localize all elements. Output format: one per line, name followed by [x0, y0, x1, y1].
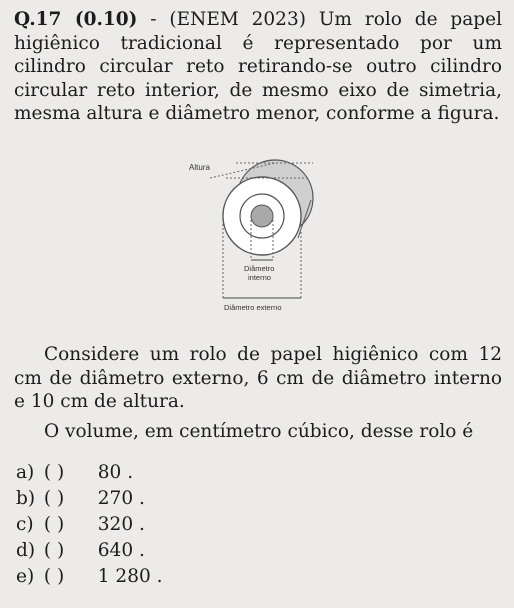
label-diametro-interno-1: Diâmetro: [244, 264, 275, 273]
question-header: [14, 8, 502, 126]
option-letter: b): [16, 488, 36, 509]
question-source: - (ENEM 2023): [150, 9, 306, 30]
option-value: 270 .: [97, 488, 145, 509]
context-paragraph: Considere um rolo de papel higiênico com 12 cm de diâmetro externo, 6 cm de diâmetro interno e 10 cm de altura.: [14, 344, 502, 412]
option-d[interactable]: [16, 538, 163, 564]
option-checkbox[interactable]: ( ): [43, 514, 65, 535]
option-e[interactable]: [16, 564, 163, 590]
label-altura: Altura: [189, 163, 210, 172]
option-c[interactable]: [16, 512, 163, 538]
option-value: 320 .: [97, 514, 145, 535]
option-checkbox[interactable]: ( ): [43, 540, 65, 561]
question-statement: Um rolo de papel higiênico tradicional é representado por um cilindro circular reto retirando-se outro cilindro circular reto interior, de mesmo eixo de simetria, mesma altura e diâmetro menor, conforme a figura.: [14, 9, 503, 124]
roll-inner-hole: [251, 205, 273, 227]
option-value: 80 .: [97, 462, 134, 483]
toilet-roll-figure: [180, 158, 340, 313]
option-letter: a): [16, 462, 35, 483]
option-checkbox[interactable]: ( ): [43, 488, 65, 509]
option-value: 640 .: [97, 540, 145, 561]
option-a[interactable]: [16, 460, 163, 486]
label-diametro-interno-2: interno: [248, 273, 271, 282]
option-letter: d): [16, 540, 36, 561]
question-prompt: O volume, em centímetro cúbico, desse rolo é: [44, 421, 474, 442]
question-number: Q.17 (0.10): [14, 9, 138, 30]
option-letter: e): [16, 566, 35, 587]
option-checkbox[interactable]: ( ): [43, 566, 65, 587]
option-b[interactable]: [16, 486, 163, 512]
answer-options: [16, 460, 163, 590]
option-letter: c): [16, 514, 34, 535]
option-value: 1 280 .: [97, 566, 163, 587]
option-checkbox[interactable]: ( ): [43, 462, 65, 483]
label-diametro-externo: Diâmetro externo: [224, 303, 282, 312]
